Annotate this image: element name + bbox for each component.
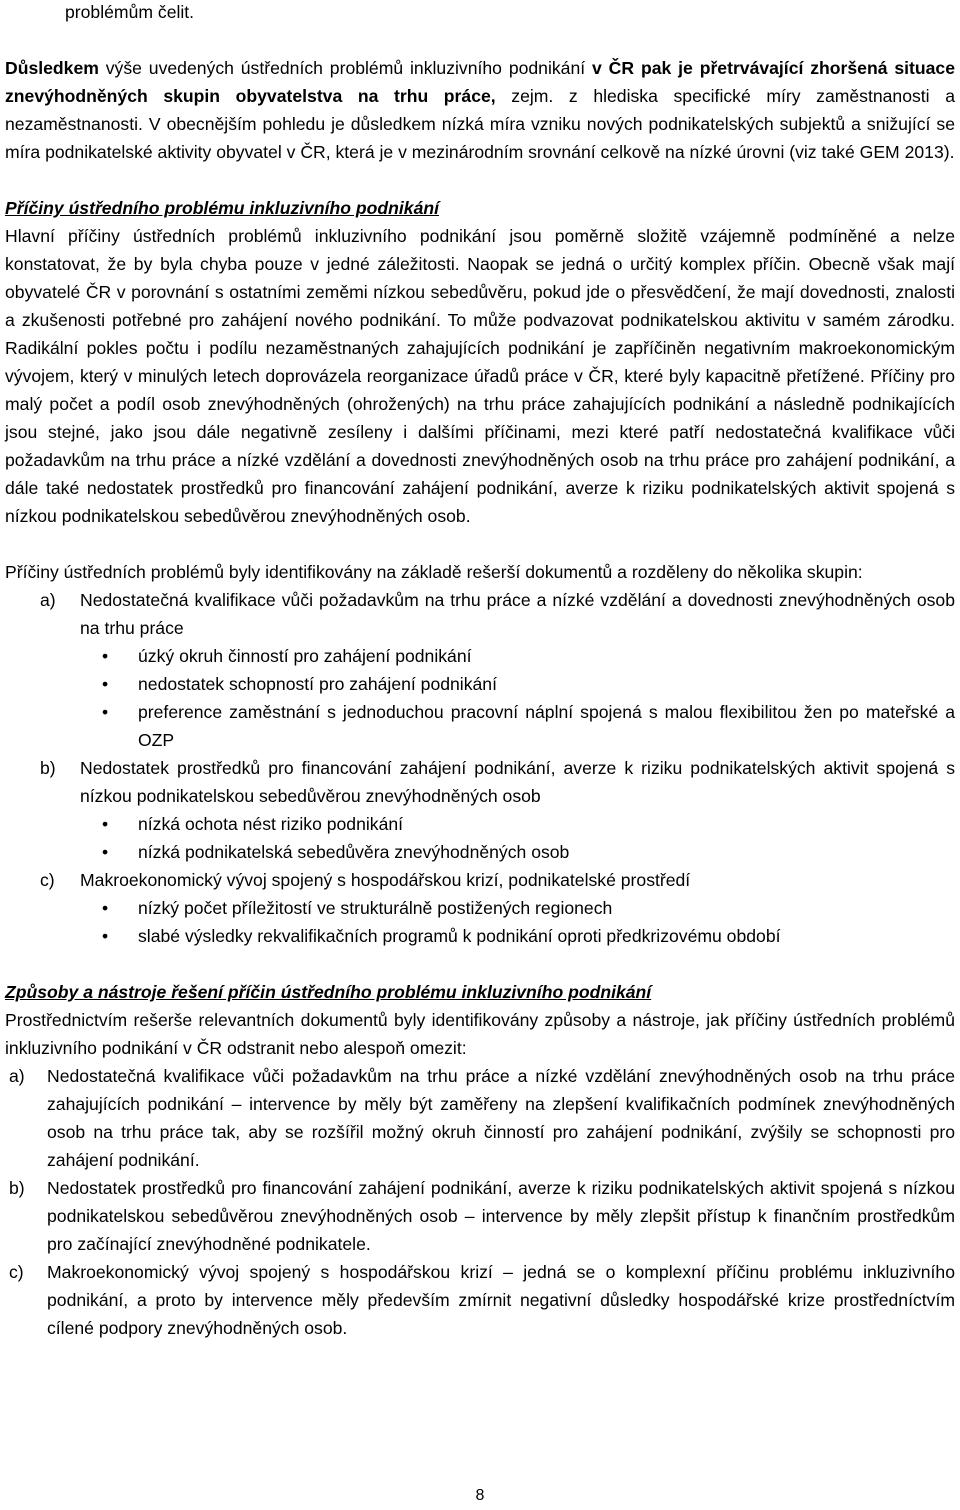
bullet-icon: • (102, 842, 109, 862)
bullet-text: nedostatek schopností pro zahájení podnikání (138, 674, 497, 694)
solutions-item-text: Nedostatečná kvalifikace vůči požadavkům na trhu práce a nízké vzdělání znevýhodněných osob na trhu práce zahajujících podnikání – intervence by měly být zaměřeny na zlepšení kvalifikačních podmínek znevýhodněných osob na trhu práce tak, aby se rozšířil možný okruh činností pro zahájení podnikání, zvýšily se schopnosti pro zahájení podnikání. (47, 1066, 955, 1170)
consequence-paragraph (5, 54, 955, 166)
bullet-item (80, 810, 955, 838)
bullet-icon: • (102, 898, 109, 918)
causes-group-b (5, 754, 955, 866)
top-fragment: problémům čelit. (65, 2, 195, 22)
bullet-item (80, 922, 955, 950)
list-marker: a) (9, 1066, 25, 1086)
bullet-item (80, 698, 955, 754)
causes-group-text: Nedostatečná kvalifikace vůči požadavkům na trhu práce a nízké vzdělání a dovednosti znevýhodněných osob na trhu práce (80, 590, 955, 638)
bullet-icon: • (102, 814, 109, 834)
causes-group-text: Nedostatek prostředků pro financování zahájení podnikání, averze k riziku podnikatelských aktivit spojená s nízkou podnikatelskou sebedůvěrou znevýhodněných osob (80, 758, 955, 806)
bullet-text: nízká ochota nést riziko podnikání (138, 814, 404, 834)
bullet-list (80, 642, 955, 754)
solutions-item-a (5, 1062, 955, 1174)
solutions-item-text: Nedostatek prostředků pro financování zahájení podnikání, averze k riziku podnikatelských aktivit spojená s nízkou podnikatelskou sebedůvěrou znevýhodněných osob – intervence by měly zlepšit přístup k finančním prostředkům pro začínající znevýhodněné podnikatele. (47, 1178, 955, 1254)
bullet-item (80, 838, 955, 866)
causes-group-a (5, 586, 955, 754)
document-page (5, 0, 955, 1342)
list-marker: b) (40, 758, 56, 778)
solutions-item-c (5, 1258, 955, 1342)
causes-group-c (5, 866, 955, 950)
bullet-icon: • (102, 926, 109, 946)
list-marker: c) (40, 870, 55, 890)
list-marker: c) (9, 1262, 24, 1282)
solutions-intro: Prostřednictvím rešerše relevantních dokumentů byly identifikovány způsoby a nástroje, jak příčiny ústředních problémů inkluzivního podnikání v ČR odstranit nebo alespoň omezit: (5, 1010, 955, 1058)
list-marker: a) (40, 590, 56, 610)
bullet-text: slabé výsledky rekvalifikačních programů k podnikání oproti předkrizovému období (138, 926, 781, 946)
bullet-text: úzký okruh činností pro zahájení podnikání (138, 646, 472, 666)
bullet-text: preference zaměstnání s jednoduchou pracovní náplní spojená s malou flexibilitou žen po mateřské a OZP (138, 702, 955, 750)
causes-group-list (5, 586, 955, 950)
bullet-item (80, 670, 955, 698)
solutions-item-text: Makroekonomický vývoj spojený s hospodářskou krizí – jedná se o komplexní příčinu problému inkluzivního podnikání, a proto by intervence měly především zmírnit negativní důsledky hospodářské krize prostředníctvím cílené podpory znevýhodněných osob. (47, 1262, 955, 1338)
solutions-item-b (5, 1174, 955, 1258)
solutions-list (5, 1062, 955, 1342)
solutions-heading: Způsoby a nástroje řešení příčin ústředního problému inkluzivního podnikání (5, 982, 652, 1002)
causes-heading: Příčiny ústředního problému inkluzivního podnikání (5, 198, 440, 218)
bullet-icon: • (102, 646, 109, 666)
consequence-text-2: zejm. z hlediska specifické míry zaměstnanosti a nezaměstnanosti. V obecnějším pohledu je důsledkem nízká míra vzniku nových podnikatelských subjektů a snižující se míra podnikatelské aktivity obyvatel v ČR, která je v mezinárodním srovnání celkově na nízké úrovni (viz také GEM 2013). (5, 86, 955, 162)
causes-paragraph: Hlavní příčiny ústředních problémů inkluzivního podnikání jsou poměrně složitě vzájemně podmíněné a nelze konstatovat, že by byla chyba pouze v jedné záležitosti. Naopak se jedná o určitý komplex příčin. Obecně však mají obyvatelé ČR v porovnání s ostatními zeměmi nízkou sebedůvěru, pokud jde o přesvědčení, že mají dovednosti, znalosti a zkušenosti potřebné pro zahájení nového podnikání. To může podvazovat podnikatelskou aktivitu v samém zárodku. Radikální pokles počtu i podílu nezaměstnaných zahajujících podnikání je zapříčiněn negativním makroekonomickým vývojem, který v minulých letech doprovázela reorganizace úřadů práce v ČR, které byly kapacitně přetížené. Příčiny pro malý počet a podíl osob znevýhodněných (ohrožených) na trhu práce zahajujících podnikání a následně podnikajících jsou stejné, jako jsou dále negativně zesíleny i dalšími příčinami, mezi které patří nedostatečná kvalifikace vůči požadavkům na trhu práce a nízké vzdělání a dovednosti znevýhodněných osob na trhu práce pro zahájení podnikání, a dále také nedostatek prostředků pro financování zahájení podnikání, averze k riziku podnikatelských aktivit spojená s nízkou podnikatelskou sebedůvěrou znevýhodněných osob. (5, 226, 955, 526)
bullet-list (80, 810, 955, 866)
bullet-icon: • (102, 702, 109, 722)
causes-group-text: Makroekonomický vývoj spojený s hospodářskou krizí, podnikatelské prostředí (80, 870, 691, 890)
consequence-text-1: výše uvedených ústředních problémů inkluzivního podnikání (98, 58, 593, 78)
bullet-icon: • (102, 674, 109, 694)
consequence-bold-lead: Důsledkem (5, 58, 99, 78)
bullet-text: nízká podnikatelská sebedůvěra znevýhodněných osob (138, 842, 570, 862)
list-marker: b) (9, 1178, 25, 1198)
page-number: 8 (475, 1487, 485, 1504)
bullet-item (80, 894, 955, 922)
consequence-bold-main: v ČR pak je přetrvávající zhoršená situace znevýhodněných skupin obyvatelstva na trhu práce, (5, 58, 955, 106)
bullet-item (80, 642, 955, 670)
causes-intro: Příčiny ústředních problémů byly identifikovány na základě rešerší dokumentů a rozděleny do několika skupin: (5, 562, 863, 582)
bullet-text: nízký počet příležitostí ve strukturálně postižených regionech (138, 898, 613, 918)
bullet-list (80, 894, 955, 950)
